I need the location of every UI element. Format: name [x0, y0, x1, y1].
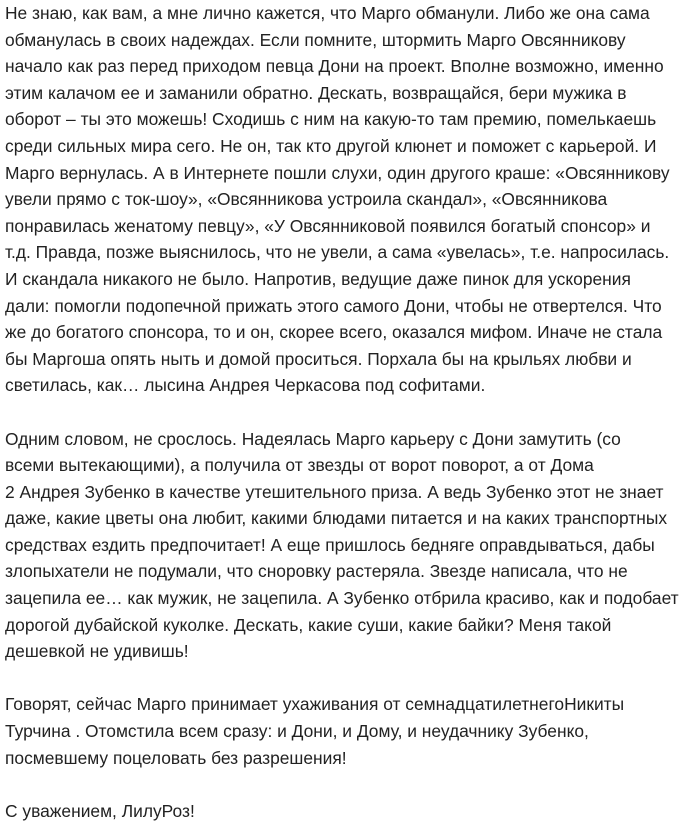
- text-line: начало как раз перед приходом певца Дони на проект. Вполне возможно, именно: [5, 56, 664, 77]
- text-line: даже, какие цветы она любит, какими блюдами питается и на каких транспортных: [5, 508, 668, 529]
- text-line: дешевкой не удивишь!: [5, 641, 189, 662]
- text-line: этим калачом ее и заманили обратно. Деcкать, возвращайся, бери мужика в: [5, 82, 627, 103]
- text-line: же до богатого спонсора, то и он, скорее всего, оказался мифом. Иначе не стала: [5, 322, 663, 343]
- text-line: зацепила ее… как мужик, не зацепила. А Зубенко отбрила красиво, как и подобает: [5, 588, 679, 609]
- text-line: дорогой дубайской куколке. Дескать, какие суши, какие байки? Меня такой: [5, 614, 612, 635]
- text-line: т.д. Правда, позже выяснилось, что не увели, а сама «увелась», т.е. напросилась.: [5, 242, 670, 263]
- text-line: 2 Андрея Зубенко в качестве утешительного приза. А ведь Зубенко этот не знает: [5, 481, 664, 502]
- signature-line: С уважением, ЛилуРоз!: [5, 800, 195, 821]
- paragraph-3: [5, 691, 695, 771]
- text-line: Говорят, сейчас Марго принимает ухаживания от семнадцатилетнегоНикиты: [5, 694, 625, 715]
- text-line: Марго вернулась. А в Интернете пошли слухи, один другого краше: «Овсянникову: [5, 162, 670, 183]
- text-line: Одним словом, не срослось. Надеялась Марго карьеру с Дони замутить (со: [5, 428, 621, 449]
- text-line: всеми вытекающими), а получила от звезды от ворот поворот, а от Дома: [5, 455, 594, 476]
- text-line: Не знаю, как вам, а мне лично кажется, что Марго обманули. Либо же она сама: [5, 3, 650, 23]
- text-line: светилась, как… лысина Андрея Черкасова под софитами.: [5, 375, 486, 396]
- text-line: бы Маргоша опять ныть и домой проситься. Порхала бы на крыльях любви и: [5, 348, 632, 369]
- text-line: И скандала никакого не было. Напротив, ведущие даже пинок для ускорения: [5, 268, 631, 289]
- text-line: увели прямо с ток-шоу», «Овсянникова устроила скандал», «Овсянникова: [5, 189, 608, 210]
- text-line: понравилась женатому певцу», «У Овсянниковой появился богатый спонсор» и: [5, 215, 651, 236]
- text-line: среди сильных мира сего. Не он, так кто другой клюнет и поможет с карьерой. И: [5, 135, 657, 156]
- text-line: злопыхатели не подумали, что сноровку растеряла. Звезде написала, что не: [5, 561, 628, 582]
- text-line: оборот – ты это можешь! Сходишь с ним на какую-то там премию, помелькаешь: [5, 109, 657, 130]
- text-line: дали: помогли подопечной прижать этого самого Дони, чтобы не отвертелся. Что: [5, 295, 662, 316]
- text-line: Турчина . Отомстила всем сразу: и Дони, и Дому, и неудачнику Зубенко,: [5, 721, 589, 742]
- text-line: средствах ездить предпочитает! А еще пришлось бедняге оправдываться, дабы: [5, 534, 655, 555]
- text-line: обманулась в своих надеждах. Если помните, штормить Марго Овсянникову: [5, 29, 626, 50]
- signature: [5, 798, 695, 824]
- text-line: посмевшему поцеловать без разрешения!: [5, 747, 347, 768]
- paragraph-1: [5, 0, 695, 399]
- paragraph-2: [5, 426, 695, 665]
